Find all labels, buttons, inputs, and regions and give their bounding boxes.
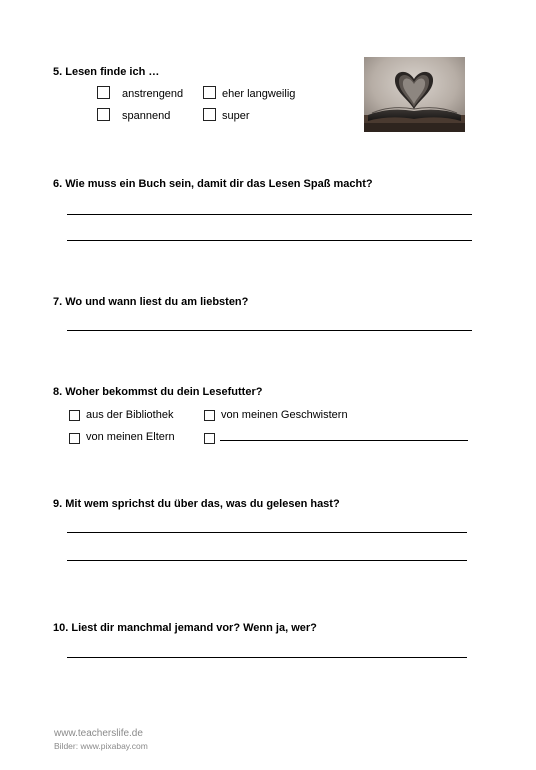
question-7: 7. Wo und wann liest du am liebsten? <box>53 296 249 308</box>
answer-line-6-1[interactable] <box>67 214 472 215</box>
option-label-eher-langweilig: eher langweilig <box>222 88 296 100</box>
question-9: 9. Mit wem sprichst du über das, was du gelesen hast? <box>53 498 340 510</box>
option-label-bibliothek: aus der Bibliothek <box>86 409 174 421</box>
answer-line-9-1[interactable] <box>67 532 467 533</box>
checkbox-eher-langweilig[interactable] <box>203 86 216 99</box>
option-label-super: super <box>222 110 250 122</box>
checkbox-super[interactable] <box>203 108 216 121</box>
book-heart-photo <box>364 57 465 132</box>
answer-line-7-1[interactable] <box>67 330 472 331</box>
checkbox-spannend[interactable] <box>97 108 110 121</box>
checkbox-bibliothek[interactable] <box>69 410 80 421</box>
answer-line-9-2[interactable] <box>67 560 467 561</box>
footer-website[interactable]: www.teacherslife.de <box>54 728 143 739</box>
checkbox-anstrengend[interactable] <box>97 86 110 99</box>
checkbox-other[interactable] <box>204 433 215 444</box>
option-label-spannend: spannend <box>122 110 171 122</box>
option-label-anstrengend: anstrengend <box>122 88 184 100</box>
checkbox-geschwister[interactable] <box>204 410 215 421</box>
question-6: 6. Wie muss ein Buch sein, damit dir das Lesen Spaß macht? <box>53 178 373 190</box>
answer-line-6-2[interactable] <box>67 240 472 241</box>
option-label-geschwister: von meinen Geschwistern <box>221 409 348 421</box>
answer-line-10-1[interactable] <box>67 657 467 658</box>
question-5: 5. Lesen finde ich … <box>53 66 160 78</box>
footer-image-credit: Bilder: www.pixabay.com <box>54 741 148 751</box>
other-source-line[interactable] <box>220 440 468 441</box>
checkbox-eltern[interactable] <box>69 433 80 444</box>
option-label-eltern: von meinen Eltern <box>86 431 175 443</box>
question-8: 8. Woher bekommst du dein Lesefutter? <box>53 386 263 398</box>
question-10: 10. Liest dir manchmal jemand vor? Wenn ja, wer? <box>53 622 317 634</box>
